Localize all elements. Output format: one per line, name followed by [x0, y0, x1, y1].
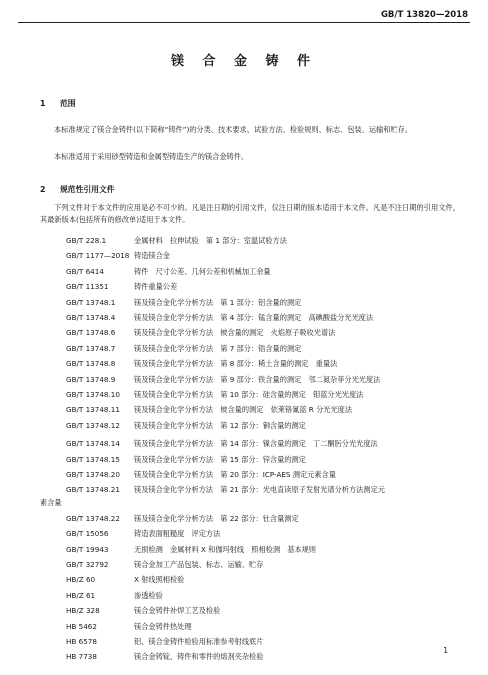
reference-code: GB/T 13748.21 — [66, 485, 120, 495]
reference-title: 镁及镁合金化学分析方法 第 14 部分：镍含量的测定 丁二酮肟分光光度法 — [134, 439, 378, 449]
reference-code: GB/T 13748.20 — [66, 470, 120, 479]
reference-code: HB 6578 — [66, 637, 97, 646]
reference-code: GB/T 13748.9 — [66, 374, 116, 384]
reference-code: GB/T 13748.22 — [66, 513, 120, 523]
reference-title: 铸造镁合金 — [134, 251, 170, 261]
reference-code: HB 7738 — [66, 652, 97, 662]
header-rule — [18, 22, 470, 23]
reference-title: 铸件 尺寸公差、几何公差和机械加工余量 — [134, 266, 271, 276]
reference-code: GB/T 15056 — [66, 529, 109, 539]
reference-title: 镁及镁合金化学分析方法 第 1 部分：铝含量的测定 — [134, 297, 302, 307]
reference-item — [66, 251, 170, 261]
reference-item — [66, 545, 316, 555]
reference-code: GB/T 32792 — [66, 560, 109, 569]
reference-code: GB/T 13748.12 — [66, 420, 120, 430]
reference-title: 镁及镁合金化学分析方法 第 22 部分：钍含量测定 — [134, 513, 299, 523]
section-number: 2 — [40, 185, 46, 194]
reference-title: 镁及镁合金化学分析方法 第 21 部分：光电直读原子发射光谱分析方法测定元 — [134, 485, 385, 495]
reference-item — [66, 652, 263, 662]
standard-code: GB/T 13820—2018 — [380, 10, 468, 20]
reference-item — [66, 298, 301, 308]
reference-item — [66, 282, 177, 292]
reference-item — [66, 575, 184, 585]
reference-item — [66, 344, 301, 354]
reference-item — [66, 328, 335, 338]
reference-title: 镁及镁合金化学分析方法 铍含量的测定 依莱铬氰蓝 R 分光光度法 — [134, 405, 353, 415]
reference-title: 镁合金铸锭、铸件和零件的熔剂夹杂检验 — [134, 652, 264, 662]
section-number: 1 — [40, 99, 46, 108]
reference-code: GB/T 228.1 — [66, 236, 107, 245]
reference-title: 镁及镁合金化学分析方法 第 9 部分：铁含量的测定 邻二氮杂菲分光光度法 — [134, 374, 381, 384]
reference-item — [66, 236, 287, 246]
reference-title: X 射线照相检验 — [134, 575, 185, 585]
reference-title: 镁合金加工产品包装、标志、运输、贮存 — [134, 560, 264, 569]
reference-item — [66, 390, 363, 400]
document-title: 镁 合 金 铸 件 — [170, 54, 318, 69]
reference-item — [66, 359, 337, 369]
reference-title: 镁及镁合金化学分析方法 铍含量的测定 火焰原子吸收光谱法 — [134, 328, 336, 338]
reference-title: 镁合金铸件热处理 — [134, 621, 192, 631]
reference-item — [66, 591, 163, 601]
reference-title: 镁合金铸件补焊工艺及检验 — [134, 606, 221, 616]
reference-code: GB/T 13748.4 — [66, 313, 116, 322]
reference-title: 铝、镁合金铸件检验用标准参考射线底片 — [134, 637, 264, 646]
reference-title: 无损检测 金属材料 X 和伽玛射线 照相检测 基本规则 — [134, 544, 316, 554]
reference-code: GB/T 13748.1 — [66, 297, 116, 307]
reference-code: HB/Z 61 — [66, 590, 96, 600]
section-1-heading — [40, 98, 76, 109]
reference-item — [66, 622, 192, 632]
reference-title: 铸造表面粗糙度 评定方法 — [134, 529, 221, 539]
reference-item — [66, 485, 385, 495]
reference-item — [66, 637, 263, 647]
reference-code: HB/Z 60 — [66, 575, 96, 585]
reference-item — [66, 455, 306, 465]
reference-item — [66, 267, 271, 277]
scope-paragraph-1: 本标准规定了镁合金铸件(以下简称“铸件”)的分类、技术要求、试验方法、检验规则、标志、包装、运输和贮存。 — [54, 125, 413, 134]
reference-item — [66, 439, 378, 449]
reference-code: GB/T 13748.8 — [66, 359, 116, 369]
reference-title: 镁及镁合金化学分析方法 第 12 部分：铜含量的测定 — [134, 420, 306, 430]
reference-title: 铸件重量公差 — [134, 282, 178, 292]
reference-code: HB/Z 328 — [66, 606, 100, 616]
reference-item — [66, 405, 352, 415]
reference-title: 镁及镁合金化学分析方法 第 8 部分：稀土含量的测定 重量法 — [134, 359, 338, 369]
section-title: 范围 — [60, 99, 76, 108]
reference-code: GB/T 11351 — [66, 282, 109, 292]
section-2-heading — [40, 184, 115, 195]
reference-title: 镁及镁合金化学分析方法 第 4 部分：锰含量的测定 高碘酸盐分光光度法 — [134, 313, 374, 322]
reference-code: GB/T 13748.7 — [66, 343, 116, 353]
reference-code: GB/T 13748.15 — [66, 454, 120, 464]
reference-title: 渗透检验 — [134, 590, 163, 600]
normative-intro-paragraph: 下列文件对于本文件的应用是必不可少的。凡是注日期的引用文件，仅注日期的版本适用于本文件。凡是不注日期的引用文件，其最新版本(包括所有的修改单)适用于本文件。 — [40, 203, 460, 224]
reference-code: GB/T 13748.14 — [66, 439, 120, 449]
reference-title: 镁及镁合金化学分析方法 第 20 部分：ICP-AES 测定元素含量 — [134, 470, 336, 479]
reference-item — [66, 421, 306, 431]
reference-item — [66, 514, 299, 524]
reference-code: GB/T 19943 — [66, 544, 109, 554]
reference-item — [66, 606, 220, 616]
reference-code: GB/T 13748.6 — [66, 328, 116, 338]
reference-title-continuation: 素含量 — [40, 498, 62, 508]
reference-code: GB/T 13748.11 — [66, 405, 120, 415]
reference-title: 镁及镁合金化学分析方法 第 10 部分：硅含量的测定 钼蓝分光光度法 — [134, 390, 364, 399]
reference-item — [66, 375, 380, 385]
reference-item — [66, 529, 220, 539]
section-title: 规范性引用文件 — [60, 185, 115, 194]
reference-item — [66, 313, 373, 323]
reference-item — [66, 560, 263, 570]
reference-title: 金属材料 拉伸试验 第 1 部分：室温试验方法 — [134, 236, 287, 245]
reference-item — [66, 470, 336, 480]
reference-title: 镁及镁合金化学分析方法 第 7 部分：锆含量的测定 — [134, 343, 302, 353]
reference-code: HB 5462 — [66, 621, 97, 631]
reference-code: GB/T 6414 — [66, 266, 104, 276]
scope-paragraph-2: 本标准适用于采用砂型铸造和金属型铸造生产的镁合金铸件。 — [54, 152, 249, 161]
reference-code: GB/T 13748.10 — [66, 390, 120, 399]
reference-title: 镁及镁合金化学分析方法 第 15 部分：锌含量的测定 — [134, 454, 306, 464]
reference-code: GB/T 1177—2018 — [66, 251, 130, 261]
page-number: 1 — [443, 646, 448, 655]
